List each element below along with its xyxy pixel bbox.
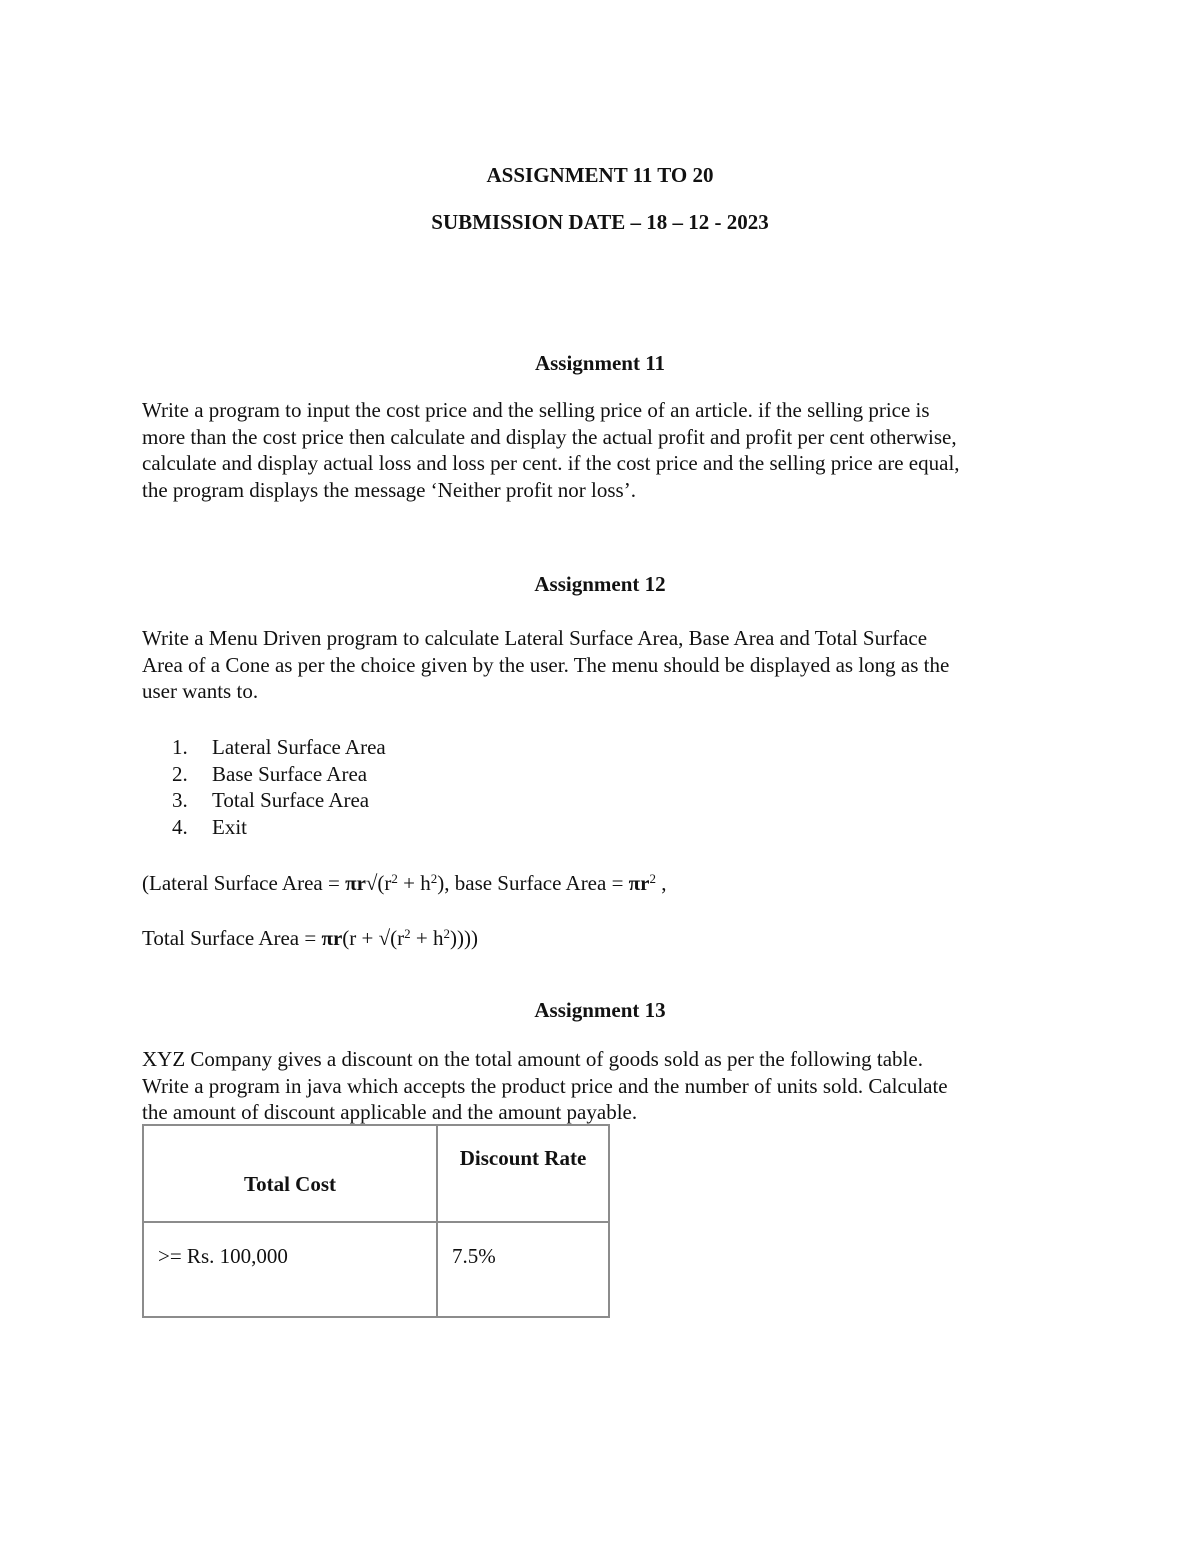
assignment-11-line: calculate and display actual loss and loss per cent. if the cost price and the selling price are equal,: [142, 451, 960, 475]
assignment-12-text: [142, 625, 1062, 705]
formula-text: + h: [397, 871, 431, 895]
menu-item-label: Total Surface Area: [212, 788, 370, 812]
formula-text: ,: [656, 871, 667, 895]
assignment-12-heading: Assignment 12: [534, 572, 666, 596]
formula-text: + h: [410, 926, 444, 950]
formula-text: )))): [449, 926, 478, 950]
menu-item-label: Base Surface Area: [212, 761, 368, 786]
assignment-11-heading: Assignment 11: [534, 351, 666, 375]
cell-total-cost: >= Rs. 100,000: [158, 1244, 288, 1268]
menu-item-label: Lateral Surface Area: [212, 735, 386, 759]
superscript: 2: [649, 871, 656, 886]
assignment-12-line: user wants to.: [142, 679, 259, 703]
assignment-11-text: [142, 397, 1062, 503]
menu-item-number: 4.: [172, 814, 188, 839]
formula-text: √(r: [365, 871, 392, 895]
table-header-cell: [143, 1125, 437, 1222]
assignment-13-line: Write a program in java which accepts the product price and the number of units sold. Calculate: [142, 1073, 948, 1098]
menu-item: [172, 734, 386, 761]
table-cell: [437, 1222, 609, 1317]
pi-r-symbol: πr: [321, 926, 343, 950]
menu-list: [172, 734, 386, 840]
pi-r-symbol: πr: [628, 871, 650, 895]
header-total-cost: Total Cost: [244, 1172, 336, 1196]
assignment-12-line: Area of a Cone as per the choice given by the user. The menu should be displayed as long as the: [142, 652, 950, 677]
menu-item: [172, 787, 386, 814]
assignment-13-text: [142, 1046, 1062, 1126]
menu-item-label: Exit: [212, 814, 247, 839]
formula-text: (r + √(r: [342, 926, 405, 950]
formula-lateral-and-base: [142, 870, 667, 897]
header-discount-rate: Discount Rate: [459, 1146, 587, 1170]
cell-discount-rate: 7.5%: [452, 1244, 496, 1268]
document-title: ASSIGNMENT 11 TO 20: [486, 163, 714, 187]
assignment-11-line: the program displays the message ‘Neither profit nor loss’.: [142, 477, 636, 502]
table-header-cell: [437, 1125, 609, 1222]
formula-text: ), base Surface Area =: [437, 871, 629, 895]
superscript: 2: [430, 871, 438, 886]
assignment-11-line: Write a program to input the cost price and the selling price of an article. if the selling price is: [142, 398, 930, 422]
assignment-13-heading: Assignment 13: [534, 998, 666, 1022]
discount-table: [142, 1124, 610, 1318]
superscript: 2: [404, 926, 411, 941]
formula-total-surface: [142, 925, 478, 952]
superscript: 2: [391, 871, 398, 886]
table-header-row: [143, 1125, 609, 1222]
pi-r-symbol: πr: [345, 871, 366, 895]
table-cell: [143, 1222, 437, 1317]
submission-date: SUBMISSION DATE – 18 – 12 - 2023: [431, 210, 769, 234]
formula-text: Total Surface Area =: [142, 926, 322, 950]
menu-item-number: 1.: [172, 735, 188, 759]
superscript: 2: [443, 926, 450, 941]
menu-item-number: 3.: [172, 788, 188, 812]
formula-text: (Lateral Surface Area =: [142, 871, 346, 895]
menu-item: [172, 814, 386, 841]
menu-item-number: 2.: [172, 761, 188, 786]
menu-item: [172, 761, 386, 788]
assignment-11-line: more than the cost price then calculate and display the actual profit and profit per cent otherwise,: [142, 424, 957, 449]
table-row: [143, 1222, 609, 1317]
assignment-12-line: Write a Menu Driven program to calculate Lateral Surface Area, Base Area and Total Surface: [142, 626, 928, 650]
assignment-13-line: the amount of discount applicable and the amount payable.: [142, 1100, 638, 1124]
assignment-13-line: XYZ Company gives a discount on the total amount of goods sold as per the following table.: [142, 1047, 923, 1071]
